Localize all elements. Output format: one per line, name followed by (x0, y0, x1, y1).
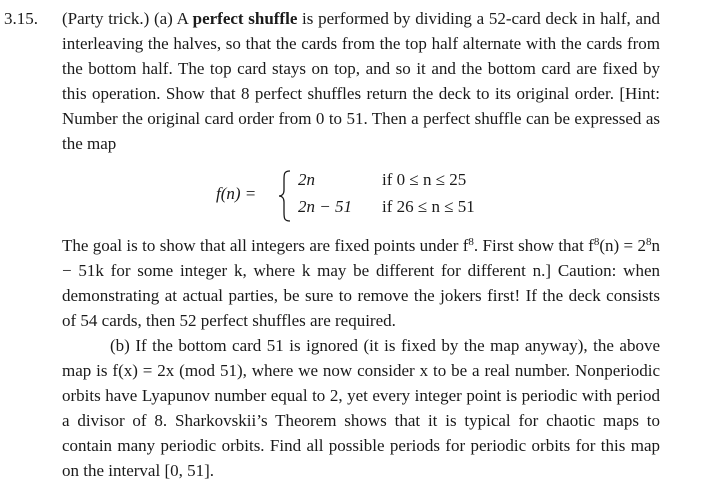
goal-text-a: The goal is to show that all integers are fixed points under f (62, 236, 469, 255)
case1-condition: if 0 ≤ n ≤ 25 (382, 170, 467, 189)
case2-expression: 2n − 51 (298, 197, 352, 216)
case1-expression: 2n (298, 170, 315, 189)
part-a-lead: (Party trick.) (a) A (62, 9, 193, 28)
goal-text-b: . First show that f (473, 236, 594, 255)
paragraph-part-a (62, 6, 660, 156)
equation-lhs: f(n) = (216, 184, 257, 203)
exponent-8-c: 8 (646, 236, 652, 248)
case2-condition: if 26 ≤ n ≤ 51 (382, 197, 475, 216)
left-brace-icon (278, 170, 292, 222)
part-a-text: is performed by dividing a 52-card deck in half, and interleaving the halves, so that the cards from the top half alternate with the cards from the bottom half. The top card stays on top, and so it and the bottom card are fixed by this operation. Show that 8 perfect shuffles return the deck to its original order. [Hint: Number the original card order from 0 to 51. Then a perfect shuffle can be expressed as the map (62, 9, 660, 153)
goal-text-d: n − 51k for some integer k, where k may be different for different n.] Caution: when demonstrating at actual parties, be sure to remove the jokers first! If the deck consists of 54 cards, then 52 perfect shuffles are required. (62, 236, 660, 330)
exponent-8-a: 8 (468, 236, 474, 248)
goal-text-c: (n) = 2 (599, 236, 646, 255)
perfect-shuffle-term: perfect shuffle (192, 9, 298, 28)
exponent-8-b: 8 (593, 236, 600, 248)
paragraph-goal (62, 230, 660, 333)
problem-number: 3.15. (4, 9, 38, 28)
paragraph-part-b: (b) If the bottom card 51 is ignored (it is fixed by the map anyway), the above map is f(x) = 2x (mod 51), where we now consider x to be a real number. Nonperiodic orbits have Lyapunov number equal to 2, yet every integer point is periodic with period a divisor of 8. Sharkovskii’s Theorem shows that it is typical for chaotic maps to contain many periodic orbits. Find all possible periods for periodic orbits for this map on the interval [0, 51]. (62, 336, 660, 480)
